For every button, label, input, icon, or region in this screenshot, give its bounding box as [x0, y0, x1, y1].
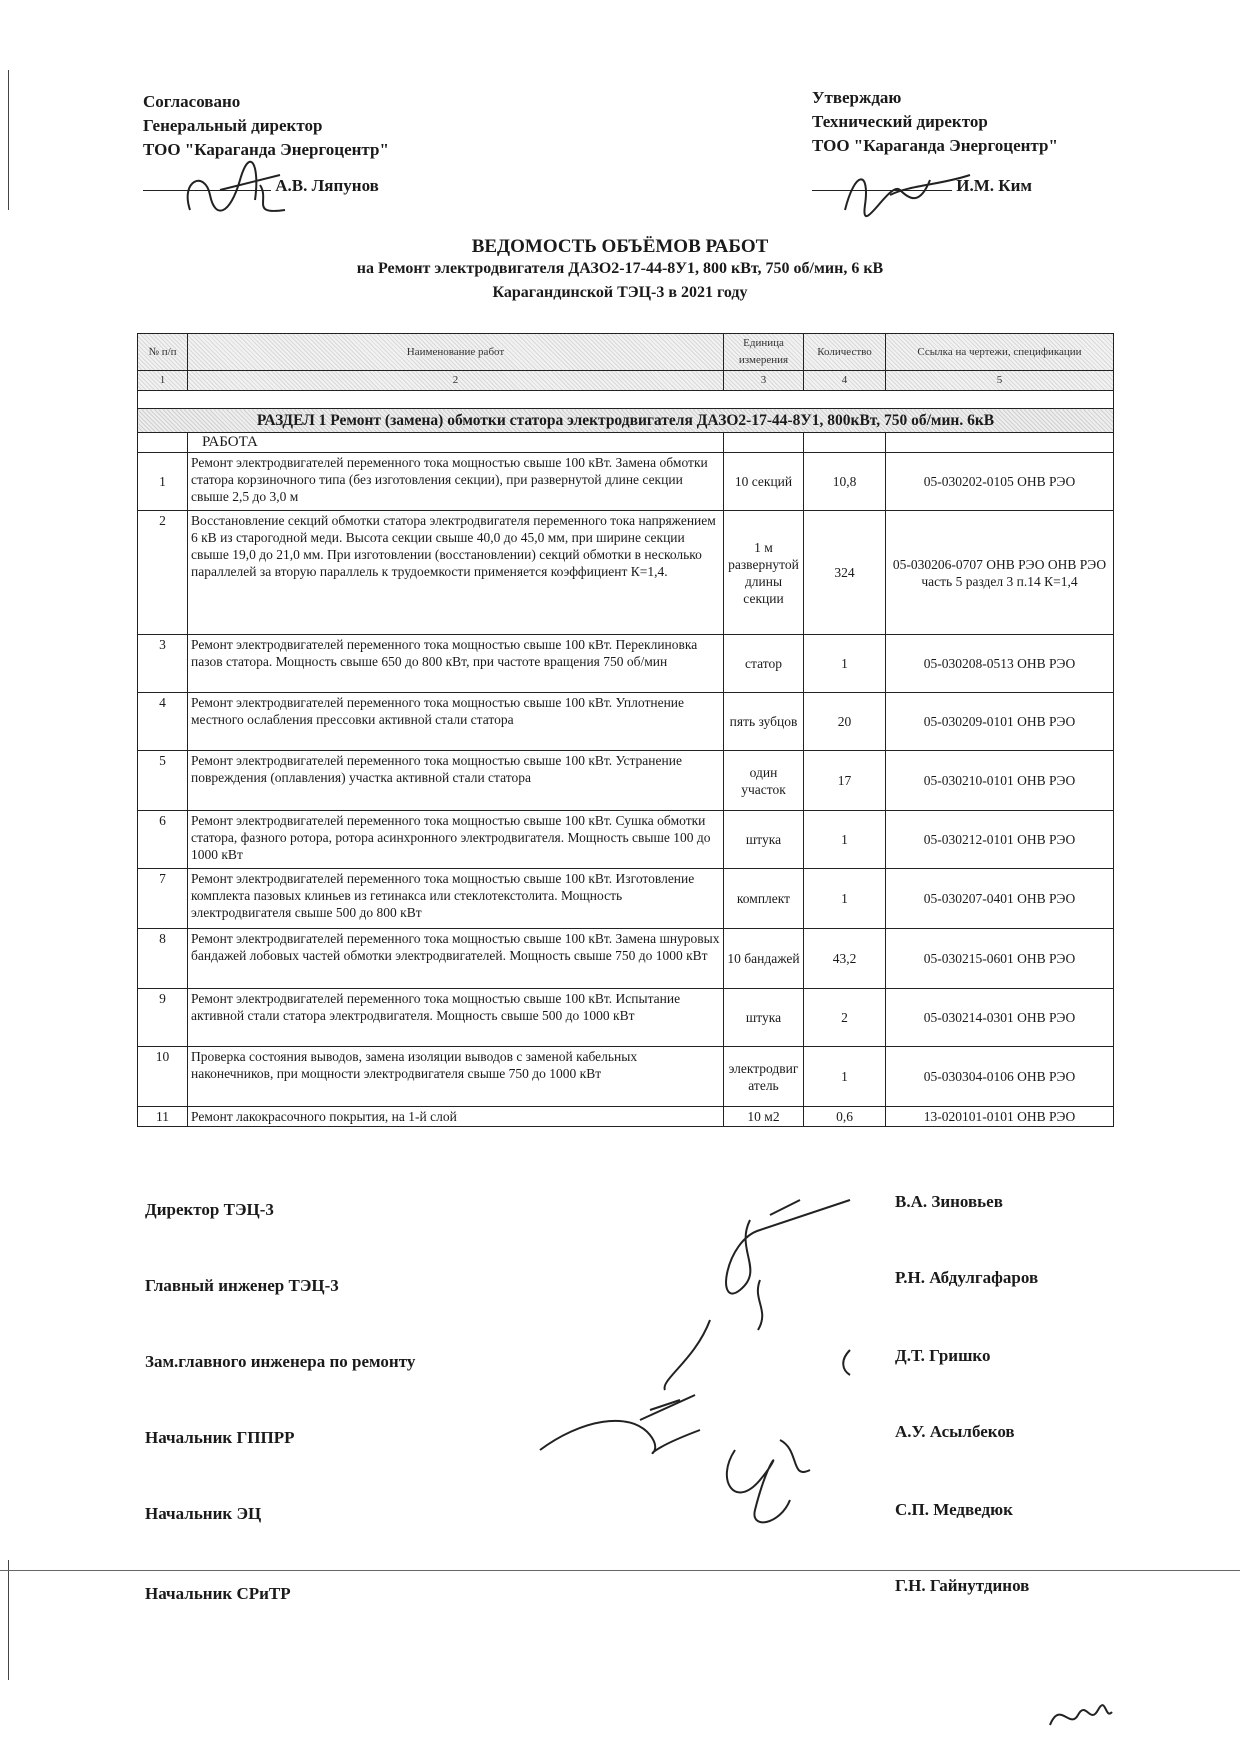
col-number: 5 [886, 371, 1114, 391]
row-name: Проверка состояния выводов, замена изоляции выводов с заменой кабельных наконечников, при мощности электродвигателя свыше 750 до 1000 кВт [188, 1047, 724, 1107]
row-num: 4 [138, 693, 188, 751]
row-ref: 05-030210-0101 ОНВ РЭО [886, 751, 1114, 811]
row-ref: 05-030207-0401 ОНВ РЭО [886, 869, 1114, 929]
table-row [138, 511, 1114, 635]
table-row [138, 635, 1114, 693]
left-role: Генеральный директор [143, 116, 323, 135]
col-number: 4 [804, 371, 886, 391]
table-row [138, 453, 1114, 511]
signer-name: С.П. Медведюк [895, 1500, 1013, 1519]
col-number: 3 [724, 371, 804, 391]
signatures-scribbles [520, 1180, 900, 1560]
col-header-ref: Ссылка на чертежи, спецификации [886, 334, 1114, 371]
row-ref: 13-020101-0101 ОНВ РЭО [886, 1107, 1114, 1127]
row-unit: 10 м2 [724, 1107, 804, 1127]
document-subtitle-2: Карагандинской ТЭЦ-3 в 2021 году [492, 284, 748, 301]
row-qty: 10,8 [804, 453, 886, 511]
row-unit: пять зубцов [724, 693, 804, 751]
section-row [138, 409, 1114, 433]
row-name: Ремонт электродвигателей переменного тока мощностью свыше 100 кВт. Испытание активной стали статора электродвигателя. Мощность свыше 500 до 1000 кВт [188, 989, 724, 1047]
row-ref: 05-030202-0105 ОНВ РЭО [886, 453, 1114, 511]
row-name: Ремонт электродвигателей переменного тока мощностью свыше 100 кВт. Изготовление комплекта пазовых клиньев из гетинакса или стеклотекстолита. Мощность электродвигателя свыше 500 до 800 кВт [188, 869, 724, 929]
row-num: 2 [138, 511, 188, 635]
left-name: А.В. Ляпунов [275, 176, 379, 195]
table-row [138, 929, 1114, 989]
table-row [138, 989, 1114, 1047]
subsection-row [138, 433, 1114, 453]
row-qty: 20 [804, 693, 886, 751]
table-row [138, 811, 1114, 869]
row-ref: 05-030304-0106 ОНВ РЭО [886, 1047, 1114, 1107]
row-ref: 05-030206-0707 ОНВ РЭО ОНВ РЭО часть 5 раздел 3 п.14 К=1,4 [886, 511, 1114, 635]
row-qty: 1 [804, 1047, 886, 1107]
row-name: Ремонт электродвигателей переменного тока мощностью свыше 100 кВт. Устранение повреждения (оплавления) участка активной стали статора [188, 751, 724, 811]
subsection-cell [886, 433, 1114, 453]
signer-role: Главный инженер ТЭЦ-3 [145, 1276, 339, 1295]
signer-name: Д.Т. Гришко [895, 1346, 991, 1365]
table-row [138, 1107, 1114, 1127]
col-header-name: Наименование работ [188, 334, 724, 371]
left-signature [160, 160, 300, 220]
row-num: 5 [138, 751, 188, 811]
row-qty: 43,2 [804, 929, 886, 989]
right-role: Технический директор [812, 112, 988, 131]
right-org: ТОО "Караганда Энергоцентр" [812, 136, 1058, 155]
row-qty: 1 [804, 811, 886, 869]
document-subtitle: на Ремонт электродвигателя ДАЗО2-17-44-8У1, 800 кВт, 750 об/мин, 6 кВ [356, 260, 884, 277]
row-num: 8 [138, 929, 188, 989]
row-name: Ремонт электродвигателей переменного тока мощностью свыше 100 кВт. Сушка обмотки статора, фазного ротора, ротора асинхронного электродвигателя. Мощность свыше 100 до 1000 кВт [188, 811, 724, 869]
row-unit: один участок [724, 751, 804, 811]
row-unit: штука [724, 989, 804, 1047]
row-num: 1 [138, 453, 188, 511]
left-org: ТОО "Караганда Энергоцентр" [143, 140, 389, 159]
subsection-title: РАБОТА [188, 433, 724, 453]
agreed-label: Согласовано [143, 92, 241, 111]
scan-rule-bottom [0, 1570, 1240, 1571]
row-name: Ремонт лакокрасочного покрытия, на 1-й слой [188, 1107, 724, 1127]
table-row [138, 751, 1114, 811]
signer-role: Зам.главного инженера по ремонту [145, 1352, 416, 1371]
signer-name: Р.Н. Абдулгафаров [895, 1268, 1039, 1287]
table-row [138, 869, 1114, 929]
row-ref: 05-030212-0101 ОНВ РЭО [886, 811, 1114, 869]
table-header-row [138, 334, 1114, 371]
signer-name: Г.Н. Гайнутдинов [895, 1576, 1030, 1595]
row-unit: 10 секций [724, 453, 804, 511]
row-unit: 1 м развернутой длины секции [724, 511, 804, 635]
subsection-cell [804, 433, 886, 453]
col-number: 1 [138, 371, 188, 391]
table-row [138, 1047, 1114, 1107]
row-num: 9 [138, 989, 188, 1047]
right-signature [830, 160, 980, 220]
col-number: 2 [188, 371, 724, 391]
row-name: Восстановление секций обмотки статора электродвигателя переменного тока напряжением 6 кВ из старогодной меди. Высота секции свыше 40,0 до 45,0 мм, при ширине секции свыше 19,0 до 21,0 мм. При изготовлении (восстановлении) секций обмотки в несколько параллелей за вторую параллель к трудоемкости применяется коэффициент К=1,4. [188, 511, 724, 635]
page-initial-signature [1040, 1690, 1120, 1740]
row-name: Ремонт электродвигателей переменного тока мощностью свыше 100 кВт. Уплотнение местного ослабления прессовки активной стали статора [188, 693, 724, 751]
subsection-cell [724, 433, 804, 453]
row-qty: 1 [804, 635, 886, 693]
row-unit: штука [724, 811, 804, 869]
row-num: 7 [138, 869, 188, 929]
row-unit: электродвигатель [724, 1047, 804, 1107]
col-header-num: № п/п [138, 334, 188, 371]
col-header-qty: Количество [804, 334, 886, 371]
spacer-row [138, 391, 1114, 409]
row-num: 3 [138, 635, 188, 693]
right-name: И.М. Ким [956, 176, 1032, 195]
row-unit: комплект [724, 869, 804, 929]
table-row [138, 693, 1114, 751]
row-ref: 05-030208-0513 ОНВ РЭО [886, 635, 1114, 693]
row-ref: 05-030215-0601 ОНВ РЭО [886, 929, 1114, 989]
row-ref: 05-030209-0101 ОНВ РЭО [886, 693, 1114, 751]
signer-name: В.А. Зиновьев [895, 1192, 1003, 1211]
row-qty: 1 [804, 869, 886, 929]
signer-role: Директор ТЭЦ-3 [145, 1200, 274, 1219]
scan-edge-left [8, 70, 9, 210]
document-title: ВЕДОМОСТЬ ОБЪЁМОВ РАБОТ [471, 236, 769, 257]
scan-edge-left-2 [8, 1560, 9, 1680]
signer-role: Начальник СРиТР [145, 1584, 291, 1603]
col-header-unit: Единица измерения [724, 334, 804, 371]
signer-role: Начальник ГППРР [145, 1428, 295, 1447]
signer-role: Начальник ЭЦ [145, 1504, 262, 1523]
row-num: 11 [138, 1107, 188, 1127]
row-name: Ремонт электродвигателей переменного тока мощностью свыше 100 кВт. Замена шнуровых бандажей лобовых частей обмотки электродвигателей. Мощность свыше 750 до 1000 кВт [188, 929, 724, 989]
works-table [137, 333, 1114, 1127]
approved-label: Утверждаю [812, 88, 902, 107]
spacer-cell [138, 391, 1114, 409]
section-title: РАЗДЕЛ 1 Ремонт (замена) обмотки статора электродвигателя ДАЗО2-17-44-8У1, 800кВт, 750 об/мин. 6кВ [138, 409, 1114, 433]
row-qty: 0,6 [804, 1107, 886, 1127]
row-qty: 17 [804, 751, 886, 811]
row-qty: 324 [804, 511, 886, 635]
row-num: 6 [138, 811, 188, 869]
row-name: Ремонт электродвигателей переменного тока мощностью свыше 100 кВт. Переклиновка пазов статора. Мощность свыше 650 до 800 кВт, при частоте вращения 750 об/мин [188, 635, 724, 693]
row-unit: статор [724, 635, 804, 693]
row-ref: 05-030214-0301 ОНВ РЭО [886, 989, 1114, 1047]
signer-name: А.У. Асылбеков [895, 1422, 1015, 1441]
subsection-num-cell [138, 433, 188, 453]
row-num: 10 [138, 1047, 188, 1107]
row-qty: 2 [804, 989, 886, 1047]
row-name: Ремонт электродвигателей переменного тока мощностью свыше 100 кВт. Замена обмотки статора корзиночного типа (без изготовления секции), при развернутой длине секции свыше 2,5 до 3,0 м [188, 453, 724, 511]
row-unit: 10 бандажей [724, 929, 804, 989]
column-number-row [138, 371, 1114, 391]
